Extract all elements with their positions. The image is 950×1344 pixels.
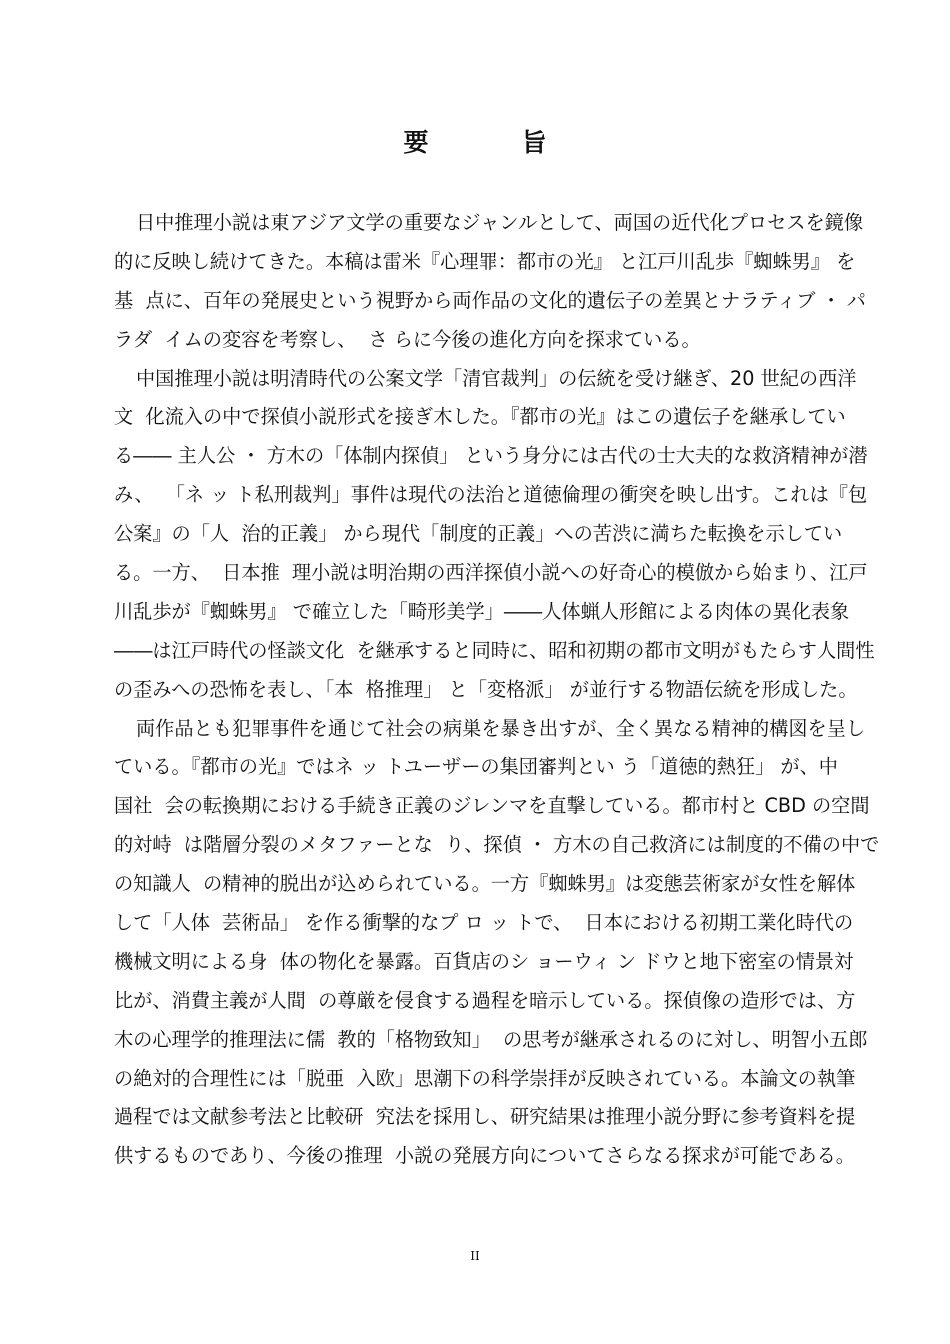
text-line: 供するものであり、今後の推理 小説の発展方向についてさらなる探求が可能である。	[114, 1144, 855, 1168]
text-line: 両作品とも犯罪事件を通じて社会の病巣を暴き出すが、全く異なる精神的構図を呈し	[136, 716, 866, 740]
text-line: 機械文明による身 体の物化を暴露。百貨店のシ ョーウィ ン ドウと地下密室の情景対	[114, 949, 854, 973]
text-line: の歪みへの恐怖を表し、「本 格推理」 と「変格派」 が並行する物語伝統を形成した。	[114, 677, 858, 701]
abstract-body	[114, 204, 880, 1176]
text-line: 公案』の「人 治的正義」 から現代「制度的正義」への苦渋に満ちた転換を示してい	[114, 522, 843, 546]
text-line: 中国推理小説は明清時代の公案文学「清官裁判」の伝統を受け継ぎ、20 世紀の西洋	[136, 366, 857, 390]
text-line: 比が、消費主義が人間 の尊厳を侵食する過程を暗示している。探偵像の造形では、方	[114, 988, 856, 1012]
text-line: 木の心理学的推理法に儒 教的「格物致知」 の思考が継承されるのに対し、明智小五郎	[114, 1027, 868, 1051]
page-number: II	[470, 1249, 480, 1263]
text-line: 基 点に、百年の発展史という視野から両作品の文化的遺伝子の差異とナラティブ ・ パ	[114, 288, 866, 312]
text-line: 国社 会の転換期における手続き正義のジレンマを直撃している。都市村と CBD の空間	[114, 794, 870, 818]
text-line: 過程では文献参考法と比較研 究法を採用し、研究結果は推理小説分野に参考資料を提	[114, 1105, 856, 1129]
text-line: み、 「ネ ッ ト私刑裁判」事件は現代の法治と道徳倫理の衝突を映し出す。これは『包	[114, 483, 868, 507]
text-line: して「人体 芸術品」 を作る衝撃的なプ ロ ッ トで、 日本における初期工業化時代の	[114, 911, 854, 935]
text-line: 的対峙 は階層分裂のメタファーとな り、探偵 ・ 方木の自己救済には制度的不備の中で	[114, 833, 880, 857]
text-line: ラダ イムの変容を考察し、 さ らに今後の進化方向を探求ている。	[114, 327, 701, 351]
text-line: る―― 主人公 ・ 方木の「体制内探偵」 という身分には古代の士大夫的な救済精神が潜	[114, 444, 868, 468]
text-line: の絶対的合理性には「脱亜 入欧」思潮下の科学崇拝が反映されている。本論文の執筆	[114, 1066, 856, 1090]
text-line: ――は江戸時代の怪談文化 を継承すると同時に、昭和初期の都市文明がもたらす人間性	[114, 638, 875, 662]
text-line: ている。『都市の光』ではネ ッ トユーザーの集団審判とい う「道徳的熱狂」 が、中	[114, 755, 838, 779]
text-line: 川乱歩が『蜘蛛男』 で確立した「畸形美学」――人体蝋人形館による肉体の異化表象	[114, 599, 850, 623]
text-line: の知識人 の精神的脱出が込められている。一方『蜘蛛男』は変態芸術家が女性を解体	[114, 872, 856, 896]
text-line: る。一方、 日本推 理小説は明治期の西洋探偵小説への好奇心的模倣から始まり、江戸	[114, 561, 868, 585]
text-line: 文 化流入の中で探偵小説形式を接ぎ木した。『都市の光』はこの遺伝子を継承してい	[114, 405, 846, 429]
text-line: 的に反映し続けてきた。本稿は雷米『心理罪：都市の光』 と江戸川乱歩『蜘蛛男』 を	[114, 249, 856, 273]
text-line: 日中推理小説は東アジア文学の重要なジャンルとして、両国の近代化プロセスを鏡像	[136, 211, 864, 234]
page-title: 要 旨	[403, 128, 581, 157]
